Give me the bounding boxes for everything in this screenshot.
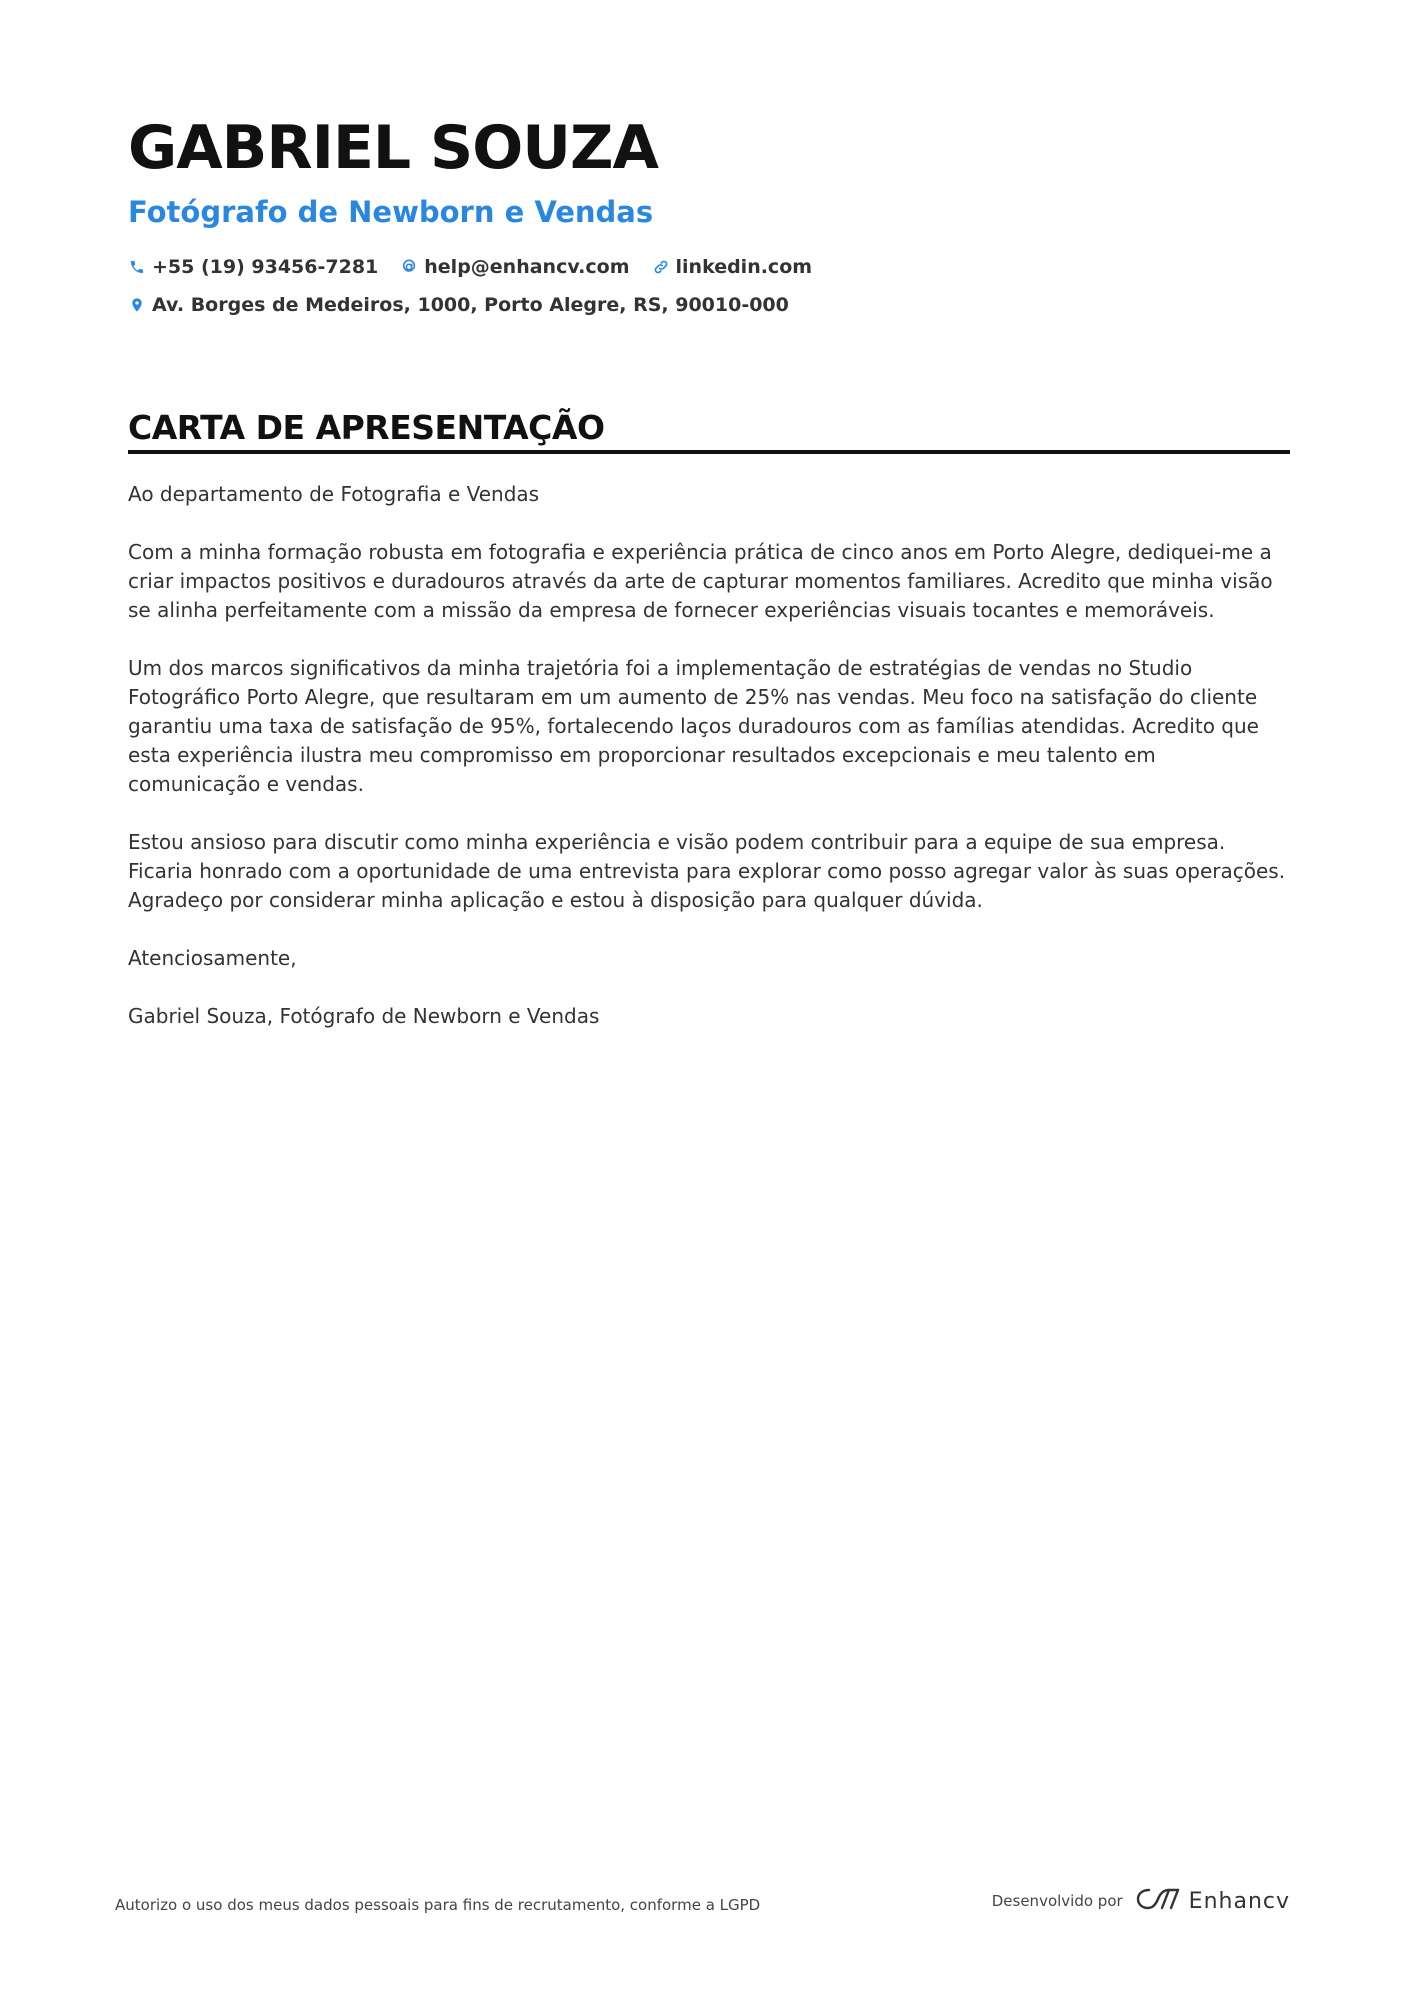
candidate-title: Fotógrafo de Newborn e Vendas [128, 195, 654, 229]
location-pin-icon [128, 296, 146, 314]
candidate-name: GABRIEL SOUZA [128, 113, 658, 183]
phone-icon [128, 258, 146, 276]
letter-paragraph-3: Estou ansioso para discutir como minha experiência e visão podem contribuir para a equipe de sua empresa. Ficaria honrado com a oportunidade de uma entrevista para explorar como posso agregar valor às suas operações. Agradeço por considerar minha aplicação e estou à disposição para qualquer dúvida. [128, 830, 1286, 912]
contact-row-primary [128, 252, 1290, 282]
at-icon [400, 258, 418, 276]
section-divider [128, 450, 1290, 454]
email-text: help@enhancv.com [424, 256, 630, 278]
contact-phone[interactable] [128, 256, 378, 278]
brand-name: Enhancv [1188, 1888, 1290, 1914]
letter-signature: Gabriel Souza, Fotógrafo de Newborn e Vendas [128, 1004, 600, 1028]
contact-email[interactable] [400, 256, 629, 278]
letter-body [128, 480, 1290, 1031]
letter-greeting: Ao departamento de Fotografia e Vendas [128, 482, 540, 506]
letter-paragraph-2: Um dos marcos significativos da minha trajetória foi a implementação de estratégias de vendas no Studio Fotográfico Porto Alegre, que resultaram em um aumento de 25% nas vendas. Meu foco na satisfação do cliente garantiu uma taxa de satisfação de 95%, fortalecendo laços duradouros com as famílias atendidas. Acredito que esta experiência ilustra meu compromisso em proporcionar resultados excepcionais e meu talento em comunicação e vendas. [128, 656, 1259, 796]
section-heading: CARTA DE APRESENTAÇÃO [128, 408, 605, 447]
cover-letter-page [128, 108, 1290, 1060]
enhancv-logo-icon [1135, 1886, 1181, 1916]
contact-address [128, 294, 789, 316]
powered-by-label: Desenvolvido por [991, 1892, 1123, 1910]
linkedin-text: linkedin.com [675, 256, 813, 278]
address-text: Av. Borges de Medeiros, 1000, Porto Alegre, RS, 90010-000 [152, 294, 789, 316]
phone-text: +55 (19) 93456-7281 [152, 256, 379, 278]
letter-paragraph-1: Com a minha formação robusta em fotografia e experiência prática de cinco anos em Porto Alegre, dediquei-me a criar impactos positivos e duradouros através da arte de capturar momentos familiares. Acredito que minha visão se alinha perfeitamente com a missão da empresa de fornecer experiências visuais tocantes e memoráveis. [128, 540, 1273, 622]
link-icon [652, 258, 670, 276]
footer-branding[interactable] [992, 1886, 1290, 1916]
contact-linkedin[interactable] [652, 256, 813, 278]
letter-closing: Atenciosamente, [128, 946, 297, 970]
footer-consent: Autorizo o uso dos meus dados pessoais para fins de recrutamento, conforme a LGPD [115, 1896, 761, 1914]
contact-row-address [128, 290, 1290, 320]
